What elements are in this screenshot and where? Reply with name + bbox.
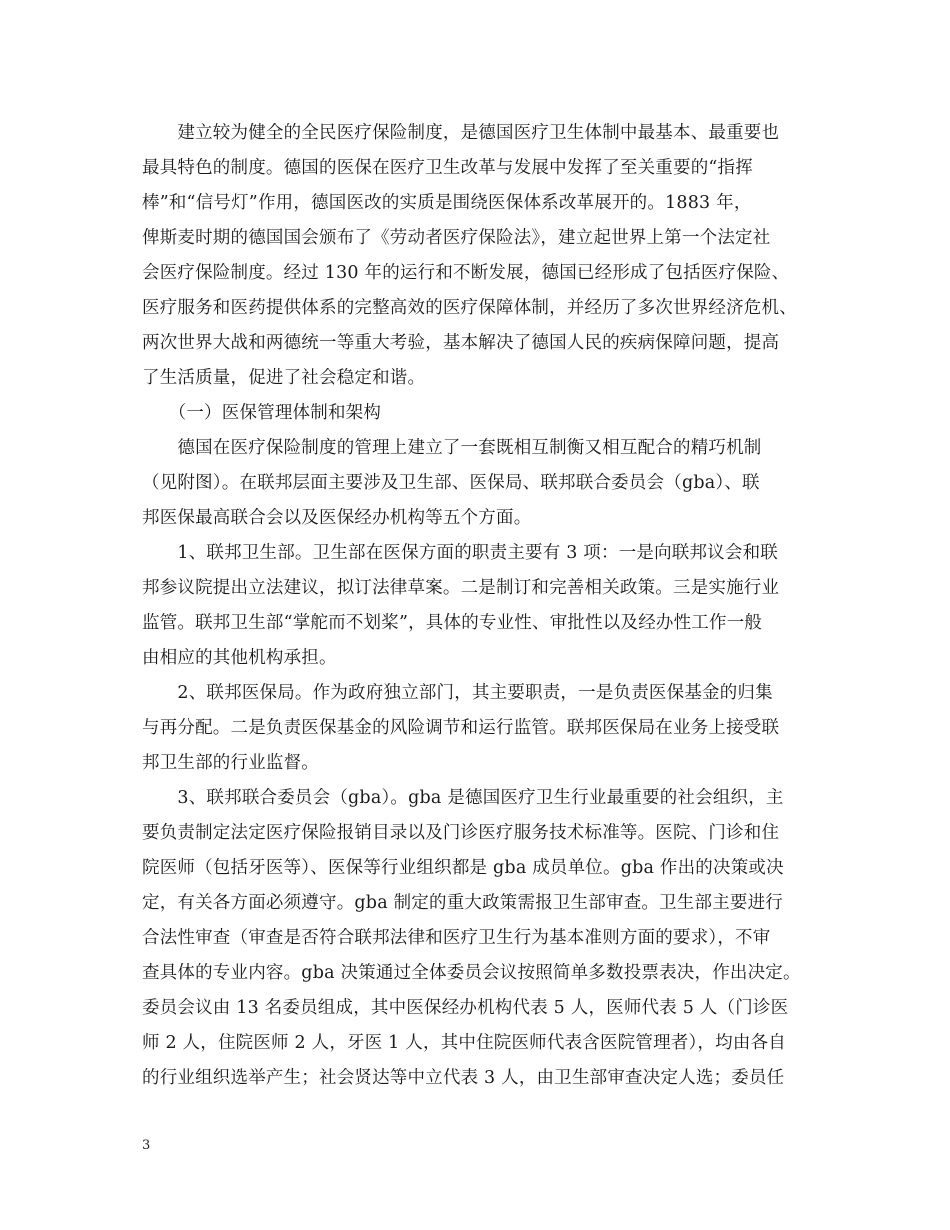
text-line: 邦参议院提出立法建议，拟订法律草案。二是制订和完善相关政策。三是实施行业: [142, 578, 780, 598]
text-line: （见附图）。在联邦层面主要涉及卫生部、医保局、联邦联合委员会（gba）、联: [142, 473, 760, 493]
text-line: 监管。联邦卫生部“掌舵而不划桨”，具体的专业性、审批性以及经办性工作一般: [142, 613, 763, 633]
section-heading: （一）医保管理体制和架构: [142, 403, 382, 423]
text-line: 查具体的专业内容。gba 决策通过全体委员会议按照简单多数投票表决，作出决定。: [142, 963, 801, 983]
text-line: 的行业组织选举产生；社会贤达等中立代表 3 人，由卫生部审查决定人选；委员任: [142, 1068, 785, 1088]
text-line: 定，有关各方面必须遵守。gba 制定的重大政策需报卫生部审查。卫生部主要进行: [142, 893, 783, 913]
text-line: 委员会议由 13 名委员组成，其中医保经办机构代表 5 人，医师代表 5 人（门诊医: [142, 998, 789, 1018]
text-line: 与再分配。二是负责医保基金的风险调节和运行监管。联邦医保局在业务上接受联: [142, 718, 780, 738]
text-line: 1、联邦卫生部。卫生部在医保方面的职责主要有 3 项：一是向联邦议会和联: [142, 543, 778, 563]
text-line: 邦卫生部的行业监督。: [142, 753, 319, 773]
text-line: 会医疗保险制度。经过 130 年的运行和不断发展，德国已经形成了包括医疗保险、: [142, 263, 790, 283]
text-line: 要负责制定法定医疗保险报销目录以及门诊医疗服务技术标准等。医院、门诊和住: [142, 823, 780, 843]
text-line: 3、联邦联合委员会（gba）。gba 是德国医疗卫生行业最重要的社会组织，主: [142, 788, 784, 808]
text-line: 邦医保最高联合会以及医保经办机构等五个方面。: [142, 508, 532, 528]
text-line: 医疗服务和医药提供体系的完整高效的医疗保障体制，并经历了多次世界经济危机、: [142, 298, 797, 318]
text-line: 了生活质量，促进了社会稳定和谐。: [142, 368, 426, 388]
text-line: 由相应的其他机构承担。: [142, 648, 337, 668]
text-line: 两次世界大战和两德统一等重大考验，基本解决了德国人民的疾病保障问题，提高: [142, 333, 780, 353]
text-line: 最具特色的制度。德国的医保在医疗卫生改革与发展中发挥了至关重要的“指挥: [142, 158, 753, 178]
text-line: 合法性审查（审查是否符合联邦法律和医疗卫生行为基本准则方面的要求），不审: [142, 928, 771, 948]
text-line: 棒”和“信号灯”作用，德国医改的实质是围绕医保体系改革展开的。1883 年，: [142, 193, 752, 213]
text-line: 建立较为健全的全民医疗保险制度，是德国医疗卫生体制中最基本、最重要也: [142, 123, 780, 143]
text-line: 院医师（包括牙医等）、医保等行业组织都是 gba 成员单位。gba 作出的决策或决: [142, 858, 784, 878]
page-number: 3: [142, 1138, 151, 1153]
text-line: 德国在医疗保险制度的管理上建立了一套既相互制衡又相互配合的精巧机制: [142, 438, 762, 458]
text-line: 2、联邦医保局。作为政府独立部门，其主要职责，一是负责医保基金的归集: [142, 683, 773, 703]
text-line: 俾斯麦时期的德国国会颁布了《劳动者医疗保险法》，建立起世界上第一个法定社: [142, 228, 771, 248]
text-line: 师 2 人，住院医师 2 人，牙医 1 人，其中住院医师代表含医院管理者），均由各自: [142, 1033, 786, 1053]
